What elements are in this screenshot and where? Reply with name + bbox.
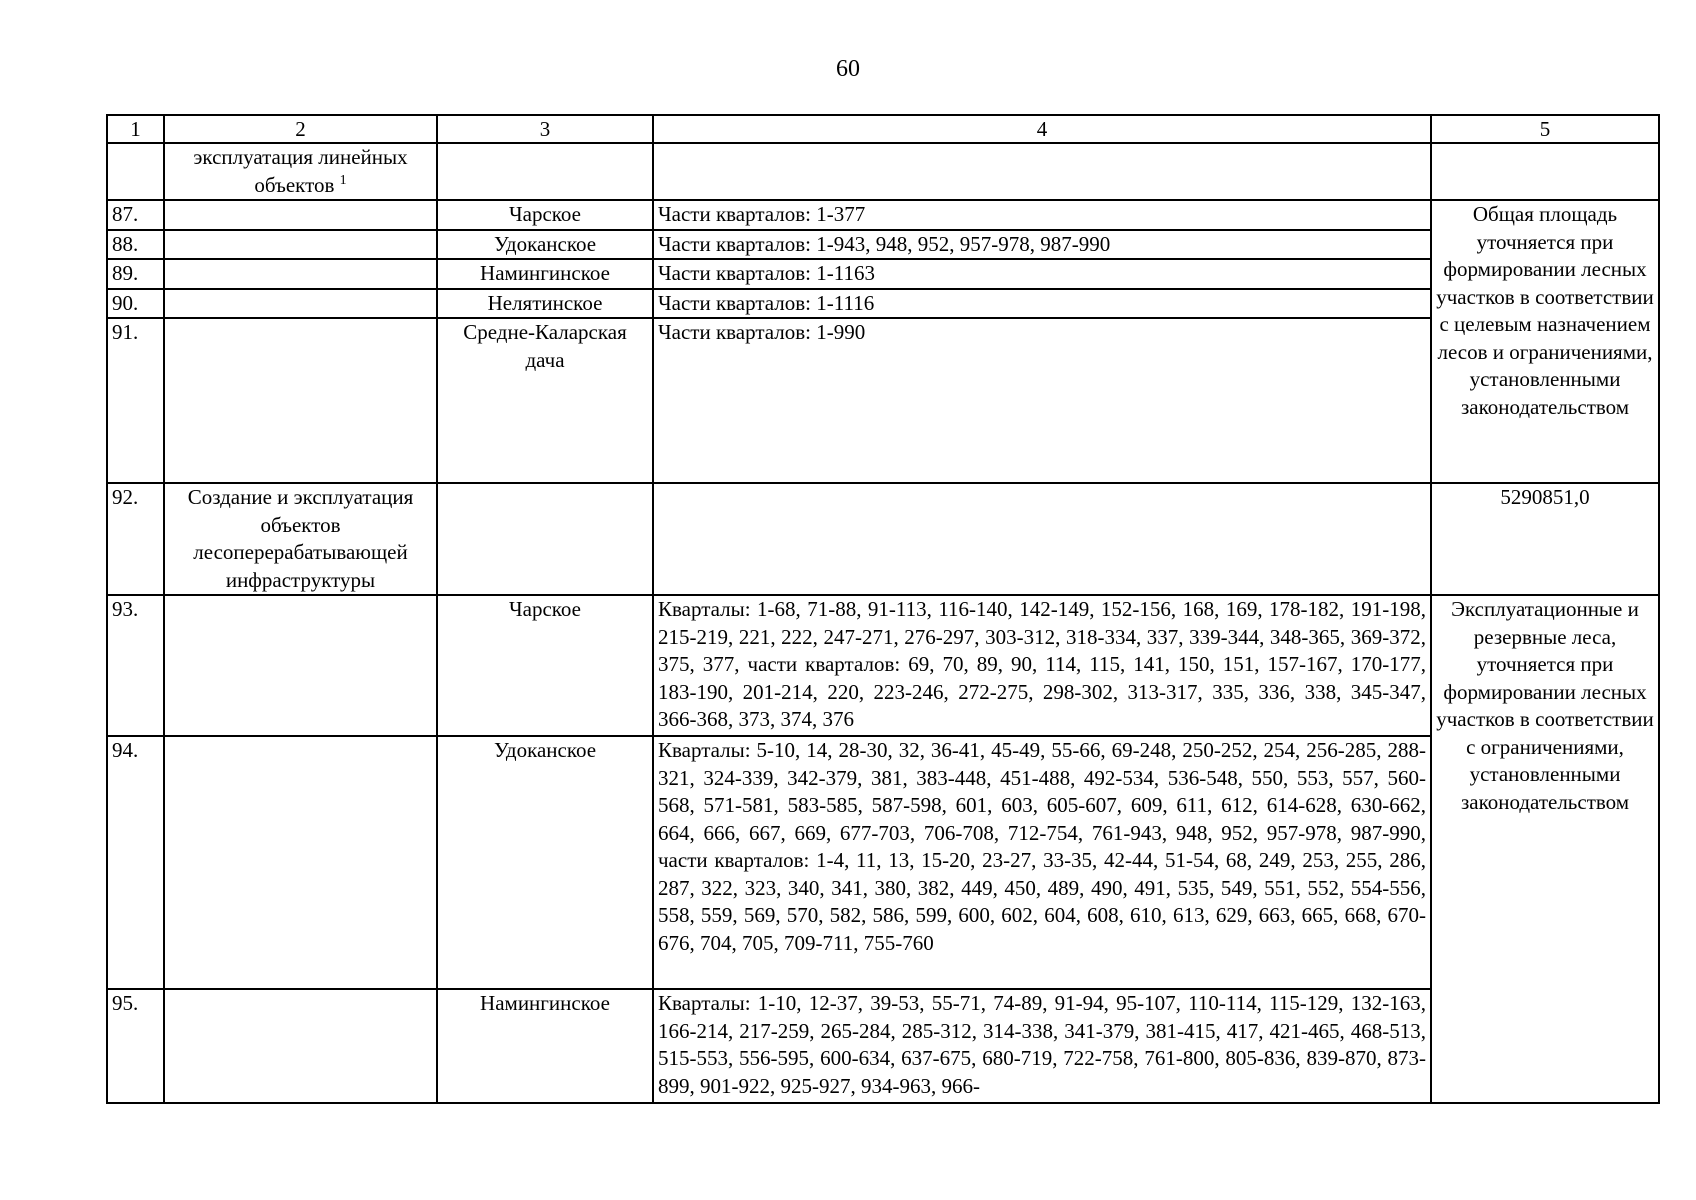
use-type-cell [164,736,437,989]
use-type-text: Создание и эксплуатация объектов лесоперерабатывающей инфраструктуры [164,483,437,595]
column-1-header: 1 [107,115,164,143]
row-number: 92. [107,483,164,595]
table-row-continued [107,143,1659,200]
forestry-cell [437,483,653,595]
forestry-name: Нелятинское [437,289,653,319]
forestry-name: Удоканское [437,230,653,260]
table-row [107,318,1659,483]
quarters-text: Части кварталов: 1-990 [653,318,1431,483]
row-number: 90. [107,289,164,319]
quarters-text: Части кварталов: 1-1116 [653,289,1431,319]
row-number: 89. [107,259,164,289]
footnote-mark: 1 [339,172,347,188]
page-number: 60 [836,56,860,82]
column-2-header: 2 [164,115,437,143]
row-number: 93. [107,595,164,736]
use-type-line-1: эксплуатация линейных [193,145,408,169]
use-type-cell [164,595,437,736]
use-type-cell [164,230,437,260]
table-row [107,259,1659,289]
use-type-cell [164,318,437,483]
quarters-text: Кварталы: 5-10, 14, 28-30, 32, 36-41, 45-49, 55-66, 69-248, 250-252, 254, 256-285, 288-321, 324-339, 342-379, 381, 383-448, 451-488, 492-534, 536-548, 550, 553, 557, 560-568, 571-581, 583-585, 587-598, 601, 603, 605-607, 609, 611, 612, 614-628, 630-662, 664, 666, 667, 669, 677-703, 706-708, 712-754, 761-943, 948, 952, 957-978, 987-990, части кварталов: 1-4, 11, 13, 15-20, 23-27, 33-35, 42-44, 51-54, 68, 249, 253, 255, 286, 287, 322, 323, 340, 341, 380, 382, 449, 450, 489, 490, 491, 535, 549, 551, 552, 554-556, 558, 559, 569, 570, 582, 586, 599, 600, 602, 604, 608, 610, 613, 629, 663, 665, 668, 670-676, 704, 705, 709-711, 755-760 [653,736,1431,989]
table-row [107,230,1659,260]
total-area: 5290851,0 [1431,483,1659,595]
column-3-header: 3 [437,115,653,143]
forestry-name: Средне-Каларская дача [437,318,653,483]
forestry-name: Удоканское [437,736,653,989]
row-number: 88. [107,230,164,260]
quarters-text: Кварталы: 1-10, 12-37, 39-53, 55-71, 74-89, 91-94, 95-107, 110-114, 115-129, 132-163, 166-214, 217-259, 265-284, 285-312, 314-338, 341-379, 381-415, 417, 421-465, 468-513, 515-553, 556-595, 600-634, 637-675, 680-719, 722-758, 761-800, 805-836, 839-870, 873-899, 901-922, 925-927, 934-963, 966- [653,989,1431,1103]
table-row [107,989,1659,1103]
forestry-name: Чарское [437,200,653,230]
forest-use-table [106,114,1660,1104]
quarters-cell [653,143,1431,200]
table-row [107,289,1659,319]
use-type-cell [164,259,437,289]
quarters-text: Кварталы: 1-68, 71-88, 91-113, 116-140, 142-149, 152-156, 168, 169, 178-182, 191-198, 215-219, 221, 222, 247-271, 276-297, 303-312, 318-334, 337, 339-344, 348-365, 369-372, 375, 377, части кварталов: 69, 70, 89, 90, 114, 115, 141, 150, 151, 157-167, 170-177, 183-190, 201-214, 220, 223-246, 272-275, 298-302, 313-317, 335, 336, 338, 345-347, 366-368, 373, 374, 376 [653,595,1431,736]
forestry-name: Чарское [437,595,653,736]
row-number: 91. [107,318,164,483]
area-note: Эксплуатационные и резервные леса, уточняется при формировании лесных участков в соответствии с ограничениями, установленными законодательством [1431,595,1659,1103]
area-note: Общая площадь уточняется при формировании лесных участков в соответствии с целевым назначением лесов и ограничениями, установленными законодательством [1431,200,1659,483]
area-cell [1431,143,1659,200]
use-type-cell [164,989,437,1103]
row-number-cell [107,143,164,200]
use-type-cell [164,143,437,200]
quarters-text: Части кварталов: 1-1163 [653,259,1431,289]
quarters-cell [653,483,1431,595]
use-type-cell [164,289,437,319]
quarters-text: Части кварталов: 1-377 [653,200,1431,230]
row-number: 95. [107,989,164,1103]
use-type-line-2: объектов [254,172,335,197]
column-4-header: 4 [653,115,1431,143]
forestry-name: Намингинское [437,989,653,1103]
quarters-text: Части кварталов: 1-943, 948, 952, 957-978, 987-990 [653,230,1431,260]
table-row [107,483,1659,595]
table-row [107,736,1659,989]
row-number: 94. [107,736,164,989]
use-type-cell [164,200,437,230]
forestry-name: Намингинское [437,259,653,289]
row-number: 87. [107,200,164,230]
column-number-row [107,115,1659,143]
forestry-cell [437,143,653,200]
table-row [107,595,1659,736]
table-row [107,200,1659,230]
column-5-header: 5 [1431,115,1659,143]
